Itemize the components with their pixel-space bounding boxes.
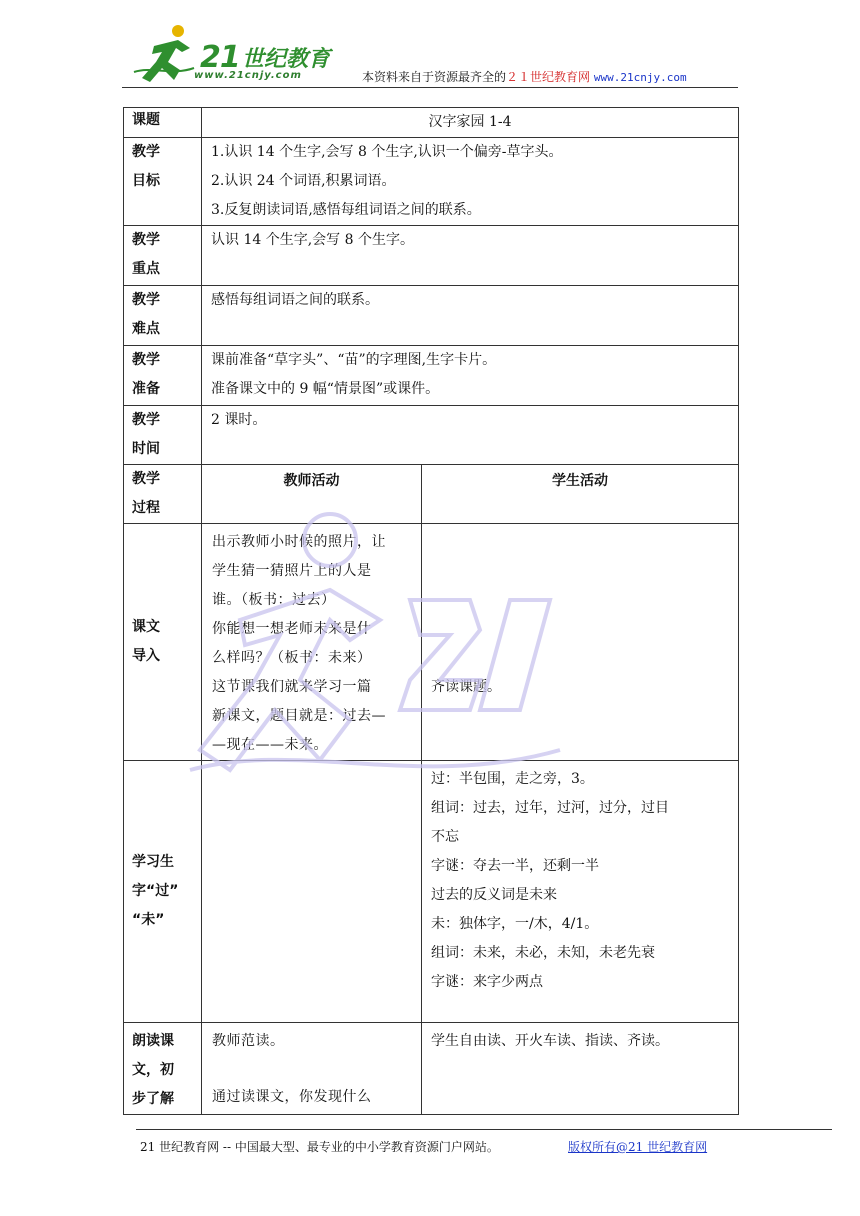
footer-copyright-link[interactable]: 版权所有@21 世纪教育网 xyxy=(568,1140,708,1154)
row-learn-characters xyxy=(124,761,739,1023)
lesson-plan-table xyxy=(123,107,739,1115)
row-title xyxy=(124,108,739,138)
prep-item: 准备课文中的 9 幅“情景图”或课件。 xyxy=(211,381,440,397)
page-header xyxy=(0,0,860,100)
student-activity-header: 学生活动 xyxy=(422,465,739,524)
row-goals xyxy=(124,138,739,226)
row-key-points xyxy=(124,226,739,286)
logo-chinese: 世纪教育 xyxy=(242,47,331,72)
label-learn-characters: 学习生 字“过” “未” xyxy=(124,761,202,1023)
goal-item: 1.认识 14 个生字,会写 8 个生字,认识一个偏旁-草字头。 xyxy=(211,144,563,160)
logo-number: 21 xyxy=(200,40,240,75)
row-reading xyxy=(124,1023,739,1115)
time-content: 2 课时。 xyxy=(202,406,739,465)
row-intro xyxy=(124,524,739,761)
footer-tagline: 21 世纪教育网 -- 中国最大型、最专业的中小学教育资源门户网站。 xyxy=(140,1140,499,1154)
lesson-title: 汉字家园 1-4 xyxy=(202,108,739,138)
label-time: 教学 时间 xyxy=(124,406,202,465)
footer-divider xyxy=(136,1129,832,1130)
header-caption xyxy=(362,68,687,85)
header-prefix: 本资料来自于资源最齐全的 xyxy=(362,70,507,84)
label-difficulties: 教学 难点 xyxy=(124,286,202,346)
intro-teacher-activity: 出示教师小时候的照片，让 学生猜一猜照片上的人是 谁。（板书：过去） 你能想一想老师未来是什 么样吗？（板书：未来） 这节课我们就来学习一篇 新课文，题目就是：过去— —现在——未来。 xyxy=(202,524,422,761)
prep-item: 课前准备“草字头”、“苗”的字理图,生字卡片。 xyxy=(211,352,497,368)
goals-content xyxy=(202,138,739,226)
reading-student-activity: 学生自由读、开火车读、指读、齐读。 xyxy=(422,1023,739,1115)
label-intro: 课文 导入 xyxy=(124,524,202,761)
header-site-link[interactable]: www.21cnjy.com xyxy=(593,71,687,84)
header-divider xyxy=(122,87,738,88)
site-logo xyxy=(132,22,342,88)
goal-item: 3.反复朗读词语,感悟每组词语之间的联系。 xyxy=(211,202,481,218)
label-process: 教学 过程 xyxy=(124,465,202,524)
preparation-content xyxy=(202,346,739,406)
row-time xyxy=(124,406,739,465)
key-points-content: 认识 14 个生字,会写 8 个生字。 xyxy=(202,226,739,286)
difficulties-content: 感悟每组词语之间的联系。 xyxy=(202,286,739,346)
row-preparation xyxy=(124,346,739,406)
label-reading: 朗读课 文，初 步了解 xyxy=(124,1023,202,1115)
label-goals: 教学 目标 xyxy=(124,138,202,226)
learn-teacher-activity xyxy=(202,761,422,1023)
header-site-name: ２１世纪教育网 xyxy=(506,70,591,84)
learn-student-activity: 过：半包围，走之旁，3。 组词：过去，过年，过河，过分，过目 不忘 字谜：夺去一半，还剩一半 过去的反义词是未来 未：独体字，一/木，4/1。 组词：未来，未必，未知，未老先衰 字谜：来字少两点 xyxy=(422,761,739,1023)
label-key-points: 教学 重点 xyxy=(124,226,202,286)
teacher-activity-header: 教师活动 xyxy=(202,465,422,524)
reading-teacher-activity: 教师范读。 通过读课文，你发现什么 xyxy=(202,1023,422,1115)
intro-student-activity: 齐读课题。 xyxy=(422,524,739,761)
label-preparation: 教学 准备 xyxy=(124,346,202,406)
row-process-header xyxy=(124,465,739,524)
logo-url: www.21cnjy.com xyxy=(194,70,302,81)
label-title: 课题 xyxy=(124,108,202,138)
goal-item: 2.认识 24 个词语,积累词语。 xyxy=(211,173,396,189)
row-difficulties xyxy=(124,286,739,346)
